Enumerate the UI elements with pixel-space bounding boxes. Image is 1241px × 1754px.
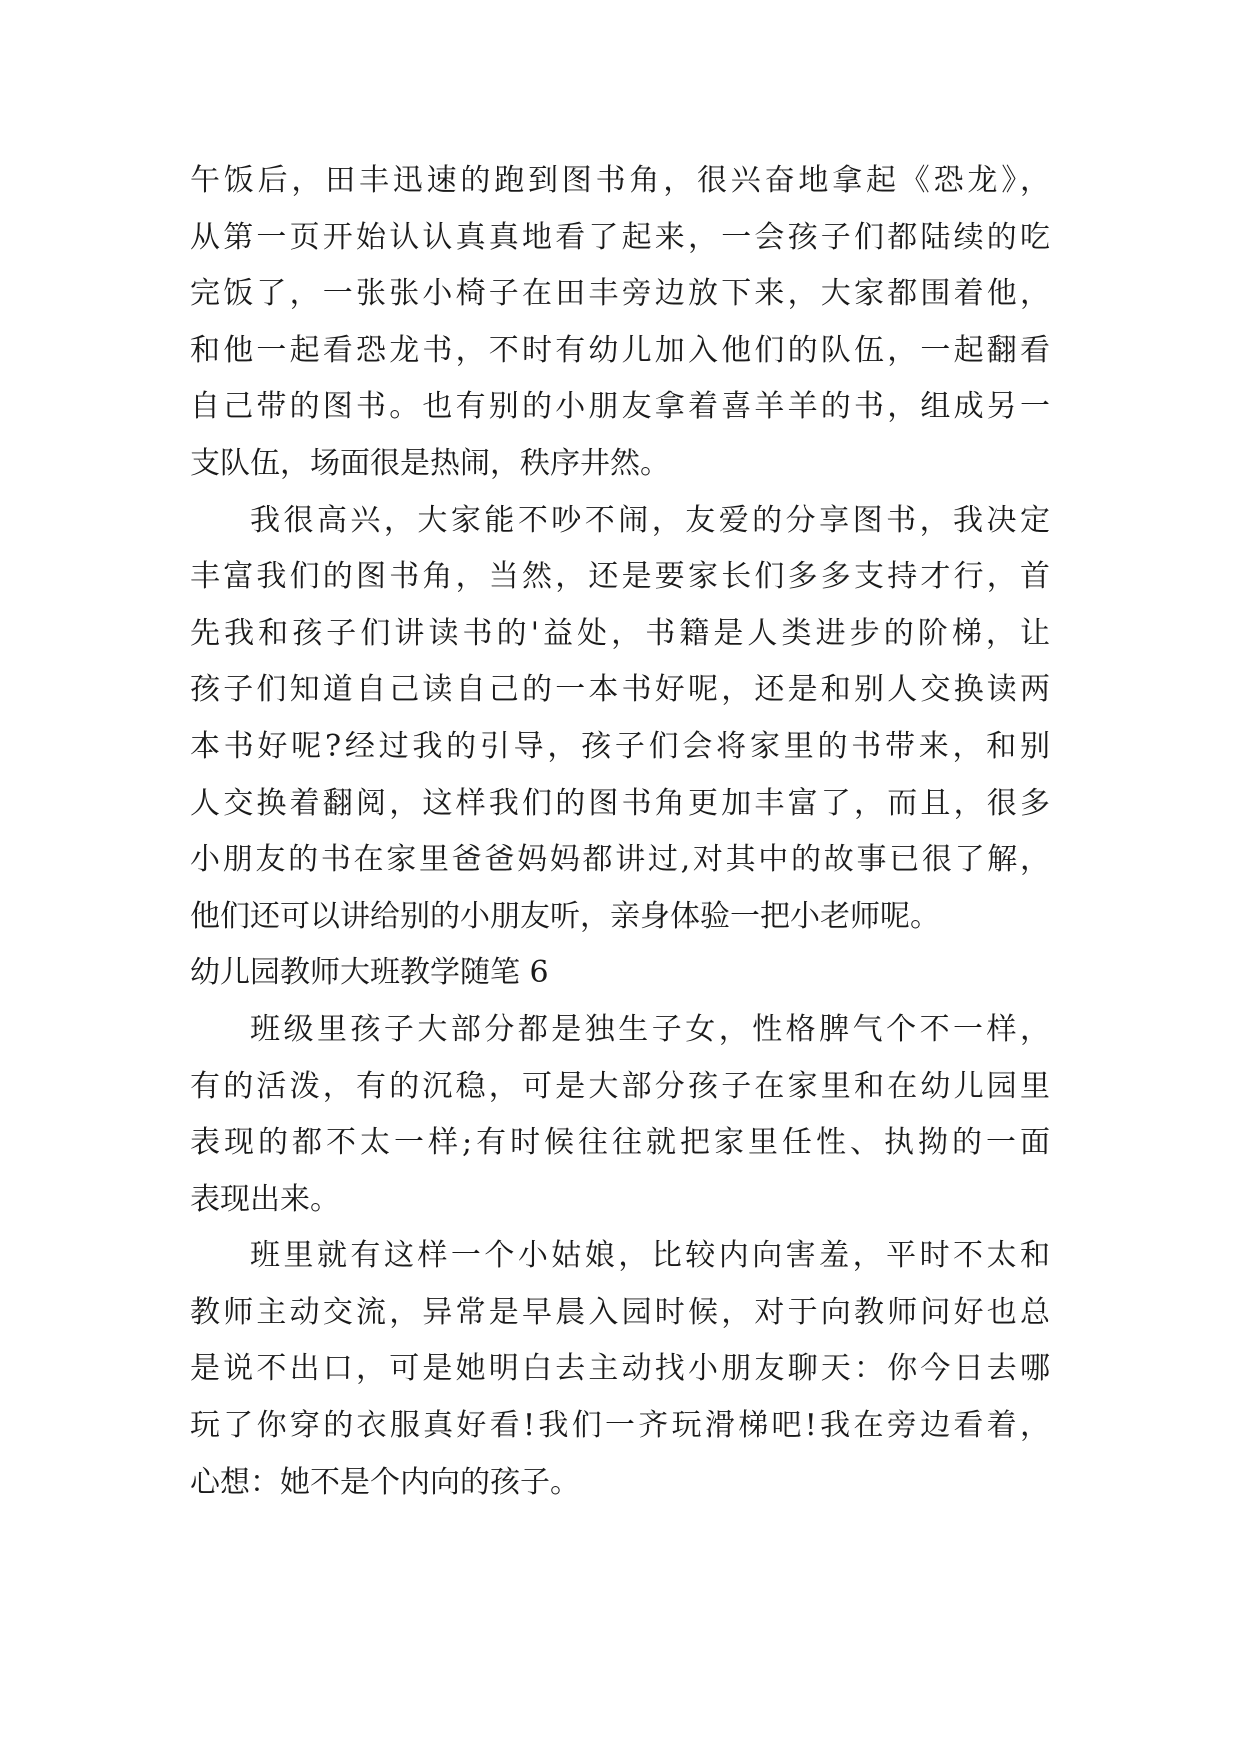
paragraph-line: 教师主动交流，异常是早晨入园时候，对于向教师问好也总 — [190, 1294, 1050, 1330]
paragraph-line: 自己带的图书。也有别的小朋友拿着喜羊羊的书，组成另一 — [190, 389, 1050, 425]
paragraph-1 — [190, 153, 1050, 493]
paragraph-line: 孩子们知道自己读自己的一本书好呢，还是和别人交换读两 — [190, 672, 1050, 708]
paragraph-line: 有的活泼，有的沉稳，可是大部分孩子在家里和在幼儿园里 — [190, 1068, 1050, 1104]
paragraph-line: 午饭后，田丰迅速的跑到图书角，很兴奋地拿起《恐龙》， — [190, 163, 1050, 198]
paragraph-line: 完饭了，一张张小椅子在田丰旁边放下来，大家都围着他， — [190, 276, 1050, 312]
paragraph-line: 班级里孩子大部分都是独生子女，性格脾气个不一样， — [250, 1011, 1050, 1047]
paragraph-3 — [190, 1002, 1050, 1228]
paragraph-line: 和他一起看恐龙书，不时有幼儿加入他们的队伍，一起翻看 — [190, 332, 1050, 368]
paragraph-line: 支队伍，场面很是热闹，秩序井然。 — [190, 445, 670, 481]
paragraph-4 — [190, 1228, 1050, 1511]
paragraph-line: 心想：她不是个内向的孩子。 — [190, 1464, 580, 1500]
paragraph-line: 表现的都不太一样;有时候往往就把家里任性、执拗的一面 — [190, 1125, 1050, 1161]
section-heading: 幼儿园教师大班教学随笔 6 — [190, 955, 549, 991]
paragraph-line: 丰富我们的图书角，当然，还是要家长们多多支持才行，首 — [190, 559, 1050, 595]
paragraph-line: 先我和孩子们讲读书的'益处，书籍是人类进步的阶梯，让 — [190, 615, 1050, 651]
paragraph-line: 班里就有这样一个小姑娘，比较内向害羞，平时不太和 — [250, 1238, 1050, 1274]
paragraph-2 — [190, 493, 1050, 946]
paragraph-line: 他们还可以讲给别的小朋友听，亲身体验一把小老师呢。 — [190, 898, 940, 934]
paragraph-line: 人交换着翻阅，这样我们的图书角更加丰富了，而且，很多 — [190, 785, 1050, 821]
document-body — [190, 153, 1050, 1511]
paragraph-line: 小朋友的书在家里爸爸妈妈都讲过,对其中的故事已很了解， — [190, 842, 1050, 878]
paragraph-line: 本书好呢?经过我的引导，孩子们会将家里的书带来，和别 — [190, 728, 1050, 764]
paragraph-line: 是说不出口，可是她明白去主动找小朋友聊天：你今日去哪 — [190, 1351, 1050, 1387]
paragraph-line: 我很高兴，大家能不吵不闹，友爱的分享图书，我决定 — [250, 502, 1050, 538]
paragraph-line: 玩了你穿的衣服真好看!我们一齐玩滑梯吧!我在旁边看着， — [190, 1408, 1050, 1444]
paragraph-line: 从第一页开始认认真真地看了起来，一会孩子们都陆续的吃 — [190, 219, 1050, 255]
paragraph-line: 表现出来。 — [190, 1181, 340, 1217]
